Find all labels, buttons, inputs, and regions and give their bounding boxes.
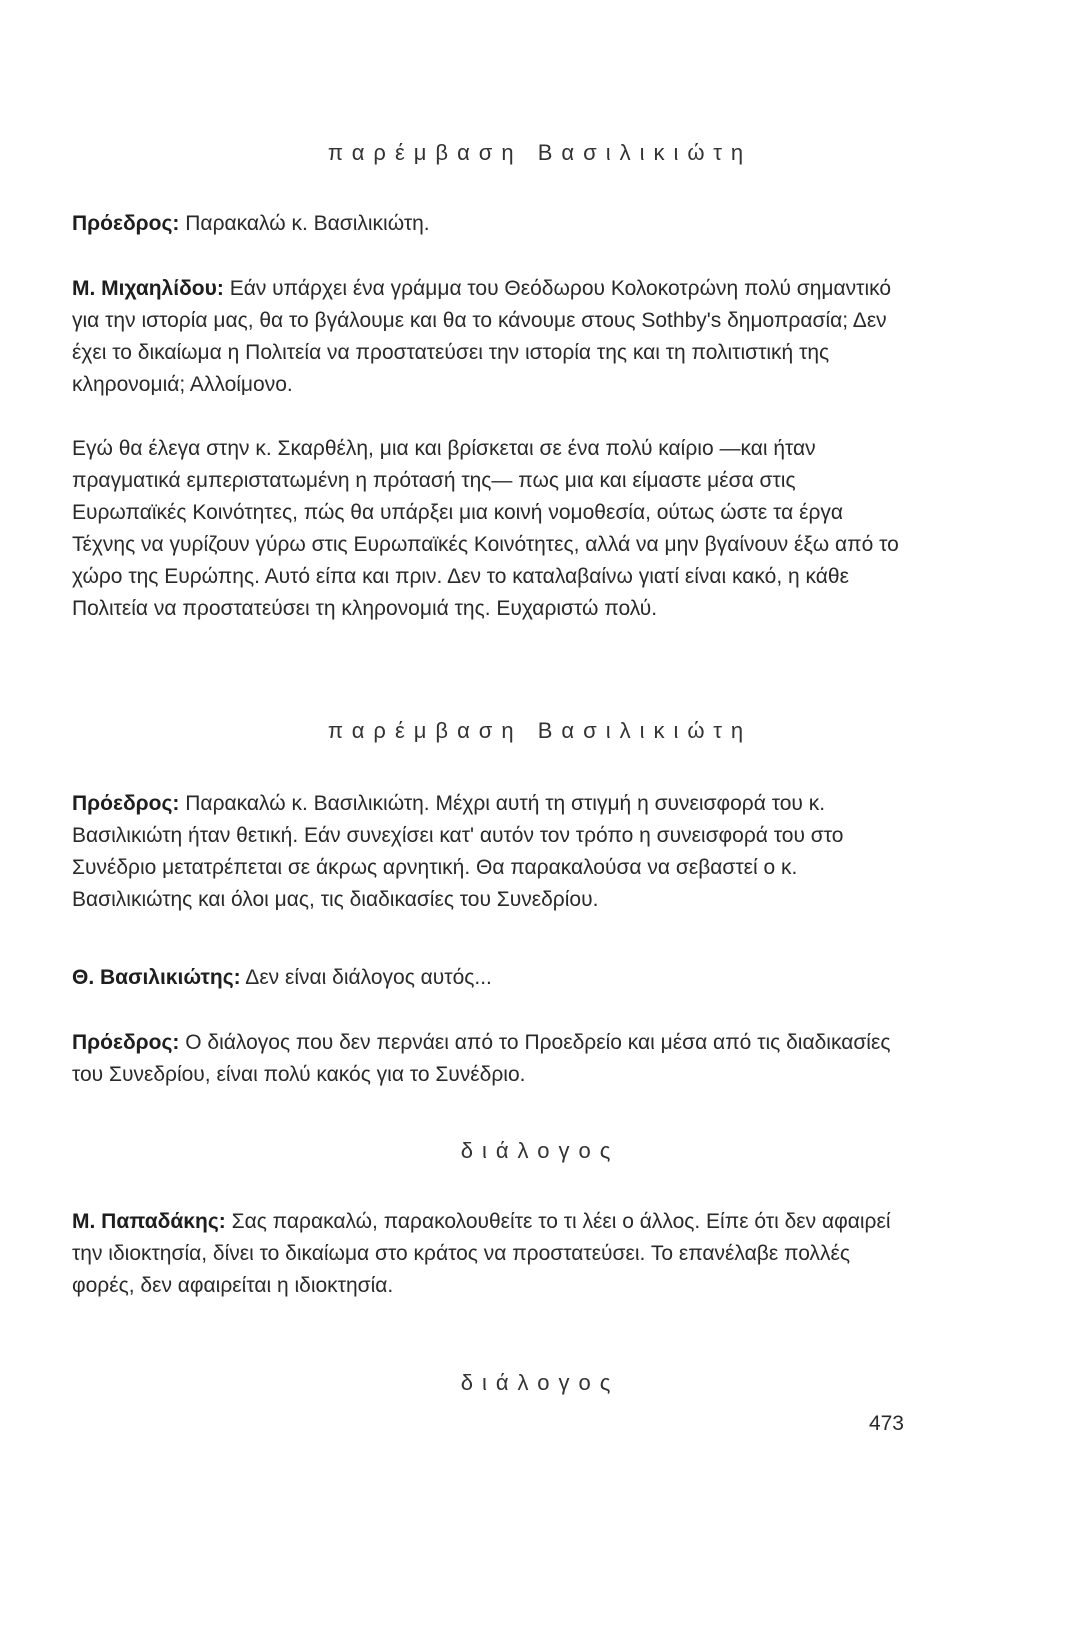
speaker-name: Πρόεδρος: (72, 792, 180, 815)
paragraph-president-3 (72, 1027, 904, 1091)
paragraph-text: Παρακαλώ κ. Βασιλικιώτη. (179, 212, 430, 235)
paragraph-president-2 (72, 788, 904, 916)
paragraph-michailidou-continued (72, 433, 904, 625)
paragraph-vasilikiotis (72, 962, 904, 994)
stage-note-dialogue: διάλογος (460, 1138, 620, 1163)
paragraph-text: Παρακαλώ κ. Βασιλικιώτη. Μέχρι αυτή τη στιγμή η συνεισφορά του κ. Βασιλικιώτη ήταν θετική. Εάν συνεχίσει κατ' αυτόν τον τρόπο η συνεισφορά του στο Συνέδριο μετατρέπεται σε άκρως αρνητική. Θα παρακαλούσα να σεβαστεί ο κ. Βασιλικιώτης και όλοι μας, τις διαδικασίες του Συνεδρίου. (72, 792, 844, 911)
paragraph-papadakis (72, 1206, 904, 1302)
stage-note-intervention: παρέμβαση Βασιλικιώτη (327, 140, 753, 165)
page-number: 473 (868, 1412, 904, 1435)
paragraph-text: Εάν υπάρχει ένα γράμμα του Θεόδωρου Κολοκοτρώνη πολύ σημαντικό για την ιστορία μας, θα το βγάλουμε και θα το κάνουμε στους Sothby's δημοπρασία; Δεν έχει το δικαίωμα η Πολιτεία να προστατεύσει την ιστορία της και τη πολιτιστική της κληρονομιά; Αλλοίμονο. (72, 277, 892, 396)
paragraph-text: Δεν είναι διάλογος αυτός... (240, 966, 492, 989)
paragraph-michailidou (72, 273, 904, 401)
speaker-name: Μ. Παπαδάκης: (72, 1210, 226, 1233)
paragraph-president-1 (72, 208, 904, 240)
paragraph-text: Εγώ θα έλεγα στην κ. Σκαρθέλη, μια και βρίσκεται σε ένα πολύ καίριο —και ήταν πραγματικά εμπεριστατωμένη η πρότασή της— πως μια και είμαστε μέσα στις Ευρωπαϊκές Κοινότητες, πώς θα υπάρξει μια κοινή νομοθεσία, ούτως ώστε τα έργα Τέχνης να γυρίζουν γύρω στις Ευρωπαϊκές Κοινότητες, αλλά να μην βγαίνουν έξω από το χώρο της Ευρώπης. Αυτό είπα και πριν. Δεν το καταλαβαίνω γιατί είναι κακό, η κάθε Πολιτεία να προστατεύσει τη κληρονομιά της. Ευχαριστώ πολύ. (72, 437, 899, 620)
stage-note-intervention: παρέμβαση Βασιλικιώτη (327, 718, 753, 743)
speaker-name: Πρόεδρος: (72, 212, 180, 235)
paragraph-text: Ο διάλογος που δεν περνάει από το Προεδρείο και μέσα από τις διαδικασίες του Συνεδρίου, είναι πολύ κακός για το Συνέδριο. (72, 1031, 891, 1086)
speaker-name: Πρόεδρος: (72, 1031, 180, 1054)
speaker-name: Θ. Βασιλικιώτης: (72, 966, 241, 989)
paragraph-text: Σας παρακαλώ, παρακολουθείτε το τι λέει ο άλλος. Είπε ότι δεν αφαιρεί την ιδιοκτησία, δίνει το δικαίωμα στο κράτος να προστατεύσει. Το επανέλαβε πολλές φορές, δεν αφαιρείται η ιδιοκτησία. (72, 1210, 891, 1297)
stage-note-dialogue: διάλογος (460, 1370, 620, 1395)
speaker-name: Μ. Μιχαηλίδου: (72, 277, 224, 300)
